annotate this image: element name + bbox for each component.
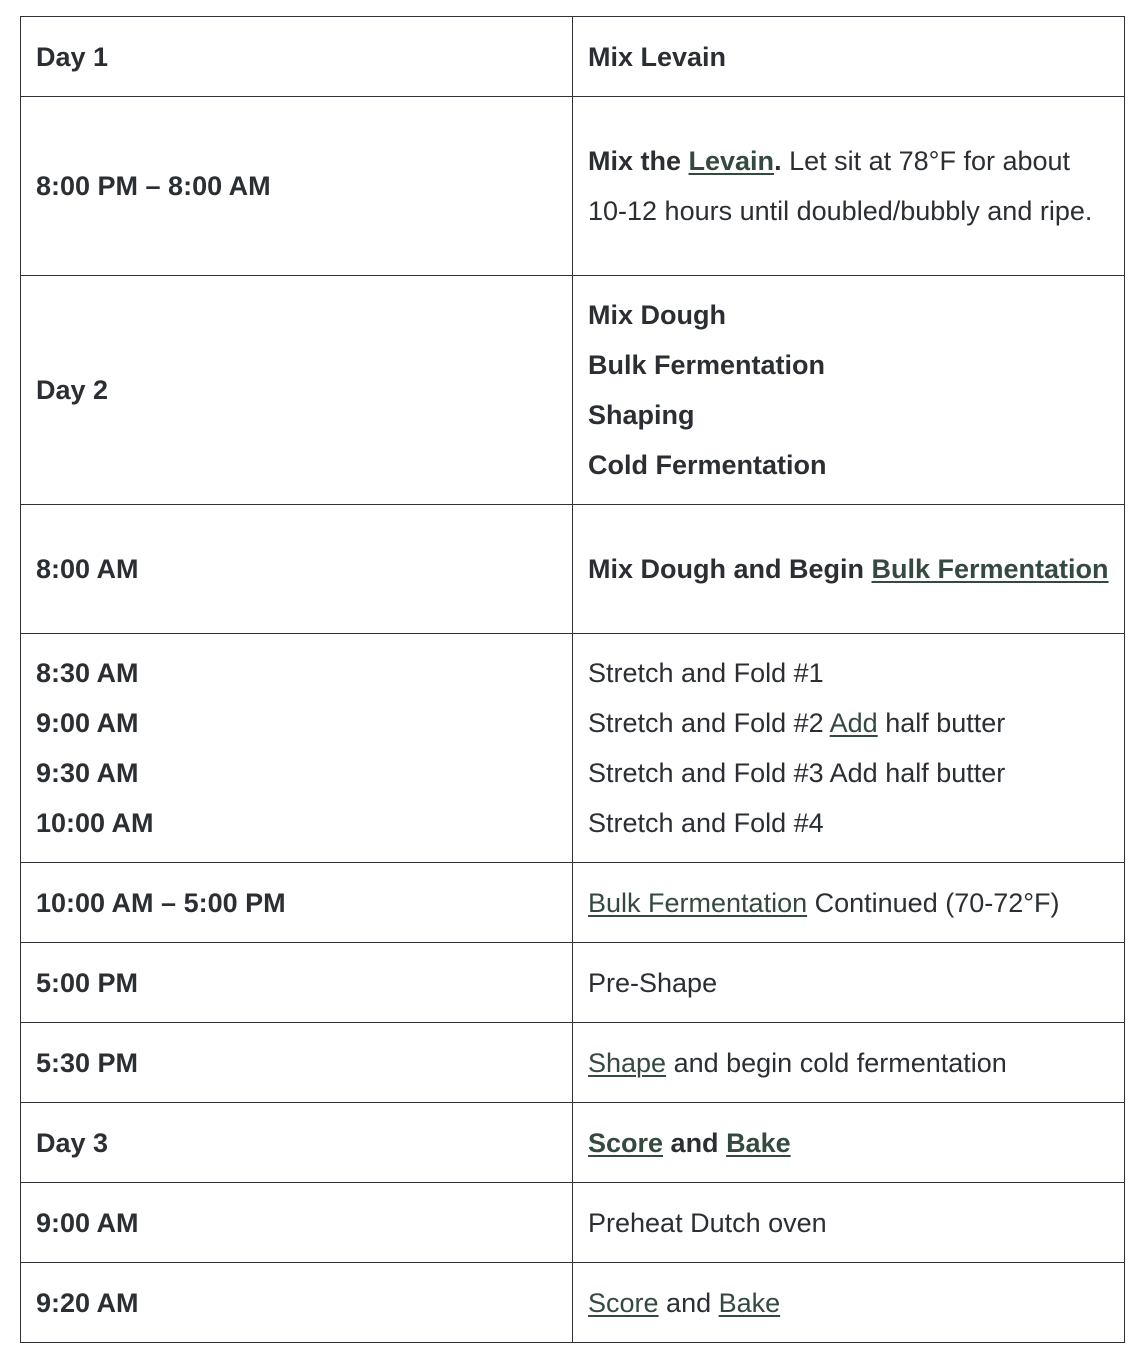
task-text: Preheat Dutch oven: [588, 1207, 827, 1238]
task-text: Mix the: [588, 146, 689, 176]
task-text: Stretch and Fold #2: [588, 708, 830, 738]
task-line: [588, 798, 1109, 848]
task-line: [588, 32, 1109, 82]
task-text: Mix Dough and Begin: [588, 554, 872, 584]
time-cell: [21, 1023, 573, 1103]
schedule-row: [21, 634, 1125, 863]
task-cell: [573, 17, 1125, 97]
task-line: [588, 648, 1109, 698]
task-line: [588, 136, 1109, 236]
time-cell: [21, 505, 573, 634]
task-text: Shaping: [588, 400, 695, 430]
time-cell: [21, 1183, 573, 1263]
schedule-row: [21, 1103, 1125, 1183]
time-label: 10:00 AM: [36, 808, 154, 838]
task-link[interactable]: Bake: [726, 1127, 791, 1158]
task-cell: [573, 505, 1125, 634]
time-cell: [21, 17, 573, 97]
task-line: [588, 698, 1109, 748]
task-line: [588, 440, 1109, 490]
task-text: Cold Fermentation: [588, 450, 827, 480]
task-link[interactable]: Bake: [718, 1287, 781, 1318]
schedule-row: [21, 1023, 1125, 1103]
task-link[interactable]: Levain: [688, 146, 775, 176]
schedule-row: [21, 97, 1125, 276]
task-link[interactable]: Score: [588, 1287, 659, 1318]
schedule-row: [21, 1263, 1125, 1343]
time-label: 8:30 AM: [36, 658, 139, 688]
task-cell: [573, 1103, 1125, 1183]
task-text: .: [774, 146, 790, 176]
schedule-row: [21, 17, 1125, 97]
schedule-body: [21, 17, 1125, 1343]
task-cell: [573, 1183, 1125, 1263]
task-text: Stretch and Fold #1: [588, 658, 824, 688]
time-cell: [21, 1103, 573, 1183]
time-label: 9:00 AM: [36, 1207, 139, 1238]
task-cell: [573, 1023, 1125, 1103]
schedule-row: [21, 863, 1125, 943]
schedule-row: [21, 943, 1125, 1023]
task-text: Stretch and Fold #4: [588, 808, 824, 838]
task-cell: [573, 943, 1125, 1023]
task-link[interactable]: Add: [829, 708, 878, 738]
time-label: 9:20 AM: [36, 1287, 139, 1318]
time-cell: [21, 943, 573, 1023]
task-link[interactable]: Bulk Fermentation: [871, 554, 1109, 584]
time-cell: [21, 276, 573, 505]
task-text: Stretch and Fold #3 Add half butter: [588, 758, 1006, 788]
task-line: [588, 1118, 1109, 1168]
time-label: Day 1: [36, 41, 109, 72]
time-label: Day 2: [36, 375, 109, 405]
task-text: Let sit at 78°F for about 10-12 hours until doubled/bubbly and ripe.: [588, 146, 1093, 226]
task-line: [588, 1278, 1109, 1328]
task-text: and: [663, 1127, 727, 1158]
task-text: and begin cold fermentation: [666, 1047, 1007, 1078]
time-label: 9:00 AM: [36, 708, 139, 738]
task-text: half butter: [877, 708, 1006, 738]
time-label: 5:00 PM: [36, 967, 139, 998]
time-cell: [21, 863, 573, 943]
task-line: [588, 1038, 1109, 1088]
task-link[interactable]: Bulk Fermentation: [588, 887, 808, 918]
task-text: Mix Dough: [588, 300, 726, 330]
schedule-table: [20, 16, 1125, 1343]
task-text: Mix Levain: [588, 41, 727, 72]
task-text: Continued (70-72°F): [807, 887, 1060, 918]
time-label: 10:00 AM – 5:00 PM: [36, 887, 286, 918]
time-label: 9:30 AM: [36, 758, 139, 788]
task-line: [588, 290, 1109, 340]
schedule-row: [21, 276, 1125, 505]
task-cell: [573, 1263, 1125, 1343]
task-text: Pre-Shape: [588, 967, 718, 998]
schedule-row: [21, 1183, 1125, 1263]
task-text: Bulk Fermentation: [588, 350, 826, 380]
task-cell: [573, 276, 1125, 505]
time-cell: [21, 1263, 573, 1343]
task-line: [588, 1198, 1109, 1248]
time-label: 5:30 PM: [36, 1047, 139, 1078]
task-cell: [573, 863, 1125, 943]
time-cell: [21, 97, 573, 276]
task-line: [588, 544, 1109, 594]
time-cell: [21, 634, 573, 863]
task-line: [588, 878, 1109, 928]
time-label: 8:00 PM – 8:00 AM: [36, 171, 271, 201]
task-text: and: [658, 1287, 719, 1318]
time-label: Day 3: [36, 1127, 109, 1158]
task-cell: [573, 634, 1125, 863]
task-line: [588, 340, 1109, 390]
time-label: 8:00 AM: [36, 554, 139, 584]
task-line: [588, 390, 1109, 440]
task-link[interactable]: Score: [588, 1127, 664, 1158]
task-line: [588, 748, 1109, 798]
task-cell: [573, 97, 1125, 276]
task-line: [588, 958, 1109, 1008]
schedule-row: [21, 505, 1125, 634]
task-link[interactable]: Shape: [588, 1047, 667, 1078]
